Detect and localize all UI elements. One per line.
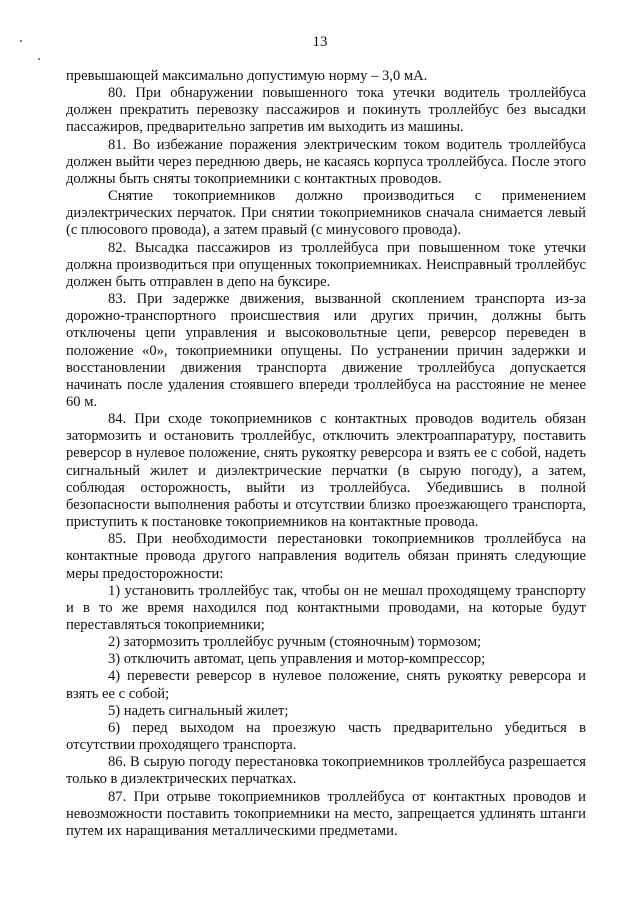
paragraph-86: 86. В сырую погоду перестановка токоприемников троллейбуса разрешается только в диэлектрических перчатках. (66, 754, 586, 788)
paragraph: Снятие токоприемников должно производиться с применением диэлектрических перчаток. При снятии токоприемников сначала снимается левый (с плюсового провода), а затем правый (с минусового провода). (66, 188, 586, 239)
paragraph-85: 85. При необходимости перестановки токоприемников троллейбуса на контактные провода другого направления водитель обязан принять следующие меры предосторожности: (66, 531, 586, 582)
list-item: 2) затормозить троллейбус ручным (стояночным) тормозом; (108, 634, 482, 651)
paragraph: превышающей максимально допустимую норму – 3,0 мА. (66, 68, 428, 84)
paragraph-83: 83. При задержке движения, вызванной скоплением транспорта из-за дорожно-транспортного происшествия или других причин, должны быть отключены цепи управления и высоковольтные цепи, реверсор переведен в положение «0», токоприемники опущены. По устранении причин задержки и восстановлении движения транспорта движение троллейбуса допускается начинать после удаления стоявшего впереди троллейбуса на расстояние не менее 60 м. (66, 291, 586, 410)
paragraph-80: 80. При обнаружении повышенного тока утечки водитель троллейбуса должен прекратить перевозку пассажиров и покинуть троллейбус без высадки пассажиров, предварительно запретив им выходить из машины. (66, 85, 586, 136)
paragraph-84: 84. При сходе токоприемников с контактных проводов водитель обязан затормозить и остановить троллейбус, отключить электроаппаратуру, поставить реверсор в нулевое положение, снять рукоятку реверсора и взять ее с собой, надеть сигнальный жилет и диэлектрические перчатки (в сырую погоду), а затем, соблюдая осторожность, выйти из троллейбуса. Убедившись в полной безопасности выполнения работы и отсутствии близко проезжающего транспорта, приступить к постановке токоприемников на контактные провода. (66, 411, 586, 531)
paragraph-82: 82. Высадка пассажиров из троллейбуса при повышенном токе утечки должна производиться при опущенных токоприемниках. Неисправный троллейбус должен быть отправлен в депо на буксире. (66, 239, 586, 290)
list-item: 3) отключить автомат, цепь управления и мотор-компрессор; (108, 651, 486, 668)
list-item: 4) перевести реверсор в нулевое положение, снять рукоятку реверсора и взять ее с собой; (66, 668, 586, 702)
paragraph-87: 87. При отрыве токоприемников троллейбуса от контактных проводов и невозможности поставить токоприемники на место, запрещается удлинять штанги путем их наращивания металлическими предметами. (66, 788, 586, 839)
document-body (66, 68, 586, 840)
list-item: 6) перед выходом на проезжую часть предварительно убедиться в отсутствии проходящего транспорта. (66, 719, 586, 754)
list-item: 5) надеть сигнальный жилет; (108, 702, 289, 719)
list-item: 1) установить троллейбус так, чтобы он не мешал проходящему транспорту и в то же время находился под контактными проводами, на которые будут переставляться токоприемники; (66, 582, 586, 633)
scan-mark (38, 58, 40, 60)
paragraph-81: 81. Во избежание поражения электрическим током водитель троллейбуса должен выйти через переднюю дверь, не касаясь корпуса троллейбуса. После этого должны быть сняты токоприемники с контактных проводов. (66, 136, 586, 187)
page-number: 13 (312, 34, 328, 50)
